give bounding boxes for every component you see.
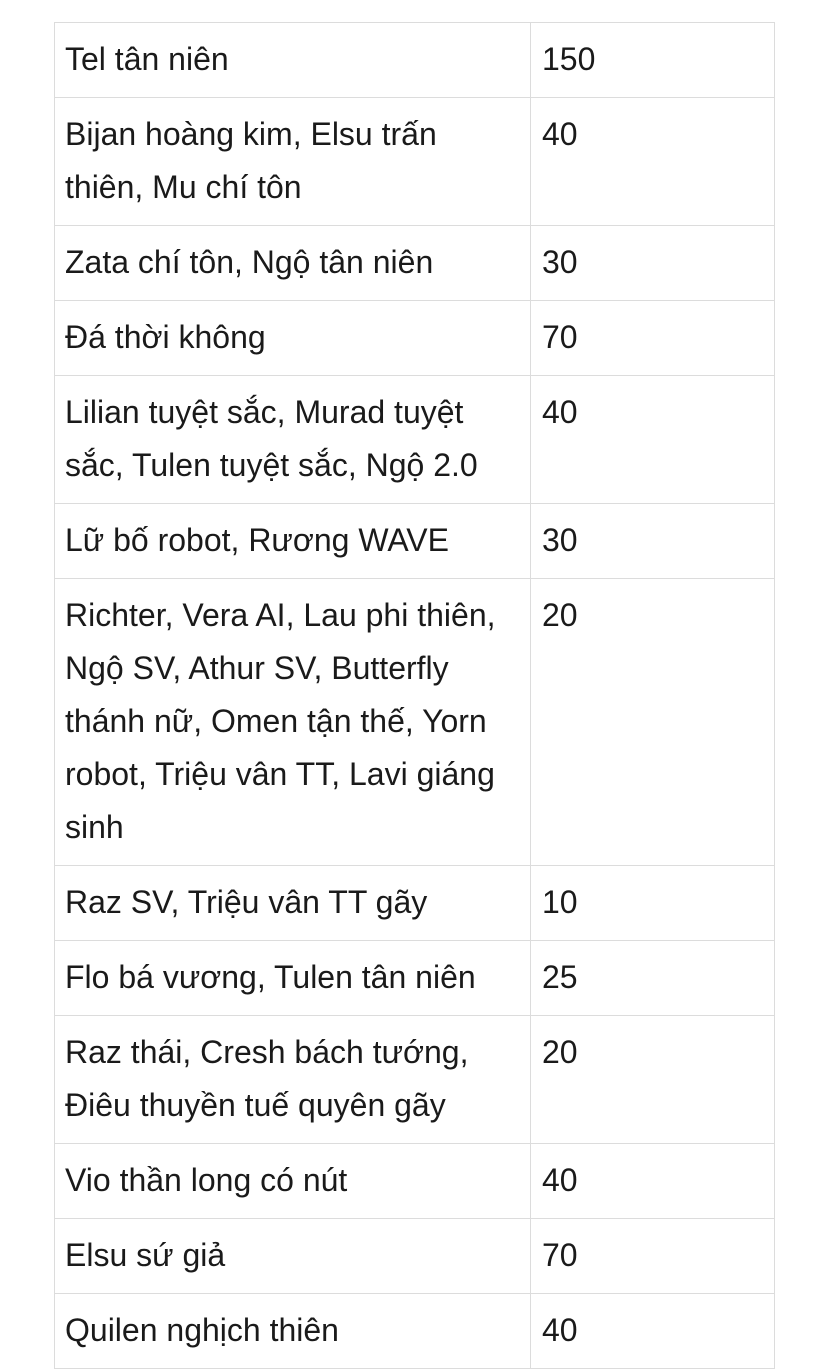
item-value-cell: 70 bbox=[531, 1219, 775, 1294]
item-value-cell: 20 bbox=[531, 579, 775, 866]
table-row bbox=[55, 504, 775, 579]
item-value-cell: 40 bbox=[531, 1294, 775, 1369]
price-table bbox=[54, 22, 775, 1369]
table-body bbox=[55, 23, 775, 1369]
table-row bbox=[55, 226, 775, 301]
item-value-cell: 70 bbox=[531, 301, 775, 376]
item-name-cell: Zata chí tôn, Ngộ tân niên bbox=[55, 226, 531, 301]
item-name-cell: Bijan hoàng kim, Elsu trấn thiên, Mu chí tôn bbox=[55, 98, 531, 226]
table-row bbox=[55, 866, 775, 941]
item-value-cell: 30 bbox=[531, 226, 775, 301]
item-name-cell: Elsu sứ giả bbox=[55, 1219, 531, 1294]
item-name-cell: Lữ bố robot, Rương WAVE bbox=[55, 504, 531, 579]
table-row bbox=[55, 1219, 775, 1294]
item-name-cell: Raz thái, Cresh bách tướng, Điêu thuyền tuế quyên gãy bbox=[55, 1016, 531, 1144]
item-name-cell: Flo bá vương, Tulen tân niên bbox=[55, 941, 531, 1016]
item-name-cell: Vio thần long có nút bbox=[55, 1144, 531, 1219]
table-row bbox=[55, 376, 775, 504]
item-name-cell: Quilen nghịch thiên bbox=[55, 1294, 531, 1369]
table-row bbox=[55, 23, 775, 98]
item-name-cell: Richter, Vera AI, Lau phi thiên, Ngộ SV, Athur SV, Butterfly thánh nữ, Omen tận thế, Yorn robot, Triệu vân TT, Lavi giáng sinh bbox=[55, 579, 531, 866]
table-row bbox=[55, 1016, 775, 1144]
item-name-cell: Lilian tuyệt sắc, Murad tuyệt sắc, Tulen tuyệt sắc, Ngộ 2.0 bbox=[55, 376, 531, 504]
table-row bbox=[55, 1294, 775, 1369]
table-row bbox=[55, 98, 775, 226]
table-row bbox=[55, 579, 775, 866]
item-value-cell: 30 bbox=[531, 504, 775, 579]
table-row bbox=[55, 941, 775, 1016]
item-value-cell: 25 bbox=[531, 941, 775, 1016]
item-value-cell: 150 bbox=[531, 23, 775, 98]
item-name-cell: Raz SV, Triệu vân TT gãy bbox=[55, 866, 531, 941]
item-value-cell: 40 bbox=[531, 98, 775, 226]
table-row bbox=[55, 1144, 775, 1219]
item-value-cell: 20 bbox=[531, 1016, 775, 1144]
item-value-cell: 40 bbox=[531, 1144, 775, 1219]
item-value-cell: 40 bbox=[531, 376, 775, 504]
item-name-cell: Tel tân niên bbox=[55, 23, 531, 98]
item-value-cell: 10 bbox=[531, 866, 775, 941]
item-name-cell: Đá thời không bbox=[55, 301, 531, 376]
table-row bbox=[55, 301, 775, 376]
